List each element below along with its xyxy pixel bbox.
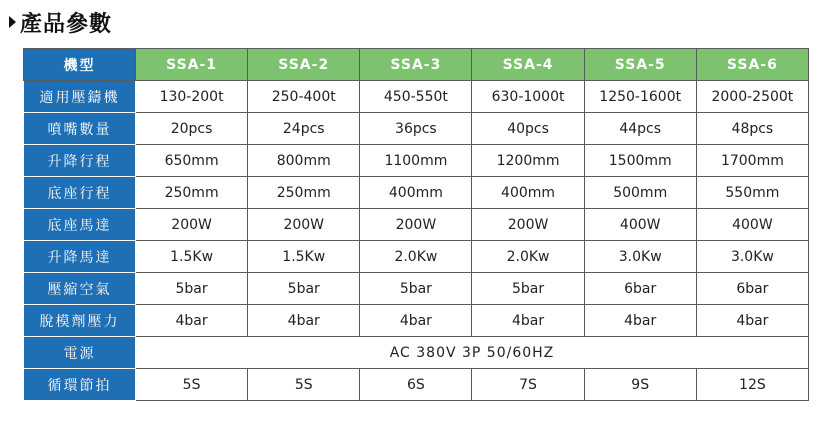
model-header-row <box>24 49 809 81</box>
row-label: 底座馬達 <box>24 209 136 241</box>
page-title-text: 產品參數 <box>20 11 113 37</box>
triangle-bullet-icon <box>9 16 16 28</box>
spec-value: 650mm <box>136 145 248 177</box>
power-row <box>24 337 809 369</box>
spec-value: 1.5Kw <box>136 241 248 273</box>
spec-value: 9S <box>584 369 696 401</box>
spec-value: 400mm <box>472 177 584 209</box>
spec-row <box>24 177 809 209</box>
spec-value: 5S <box>248 369 360 401</box>
spec-value: 200W <box>136 209 248 241</box>
spec-value: 7S <box>472 369 584 401</box>
model-header: SSA-3 <box>360 49 472 81</box>
spec-value: 3.0Kw <box>584 241 696 273</box>
spec-value: 3.0Kw <box>696 241 808 273</box>
spec-value: 4bar <box>360 305 472 337</box>
spec-value: 5bar <box>136 273 248 305</box>
model-header: SSA-5 <box>584 49 696 81</box>
spec-row <box>24 209 809 241</box>
spec-value: 800mm <box>248 145 360 177</box>
spec-value: 5bar <box>248 273 360 305</box>
row-label: 升降馬達 <box>24 241 136 273</box>
spec-value: 400W <box>584 209 696 241</box>
spec-value: 12S <box>696 369 808 401</box>
spec-value: 4bar <box>136 305 248 337</box>
spec-value: 250-400t <box>248 81 360 113</box>
spec-value: 400W <box>696 209 808 241</box>
row-label: 底座行程 <box>24 177 136 209</box>
spec-row <box>24 81 809 113</box>
spec-value: 20pcs <box>136 113 248 145</box>
spec-value: 6bar <box>584 273 696 305</box>
spec-value: 1200mm <box>472 145 584 177</box>
spec-value: 4bar <box>696 305 808 337</box>
spec-value: 500mm <box>584 177 696 209</box>
spec-value: 450-550t <box>360 81 472 113</box>
spec-value: 5bar <box>360 273 472 305</box>
page-title <box>9 6 112 38</box>
spec-value: 630-1000t <box>472 81 584 113</box>
model-header: SSA-2 <box>248 49 360 81</box>
spec-value: 48pcs <box>696 113 808 145</box>
row-label: 噴嘴數量 <box>24 113 136 145</box>
spec-row <box>24 145 809 177</box>
spec-value: 1700mm <box>696 145 808 177</box>
model-column-label: 機型 <box>24 49 136 81</box>
spec-value: 130-200t <box>136 81 248 113</box>
model-header: SSA-4 <box>472 49 584 81</box>
spec-value: 1500mm <box>584 145 696 177</box>
spec-value: 6S <box>360 369 472 401</box>
row-label: 升降行程 <box>24 145 136 177</box>
spec-value: 5bar <box>472 273 584 305</box>
row-label: 循環節拍 <box>24 369 136 401</box>
spec-row <box>24 305 809 337</box>
spec-row <box>24 113 809 145</box>
spec-value: 5S <box>136 369 248 401</box>
spec-value: 200W <box>248 209 360 241</box>
spec-value: 200W <box>472 209 584 241</box>
spec-row <box>24 241 809 273</box>
power-value: AC 380V 3P 50/60HZ <box>136 337 809 369</box>
spec-value: 550mm <box>696 177 808 209</box>
spec-value: 40pcs <box>472 113 584 145</box>
row-label: 脫模劑壓力 <box>24 305 136 337</box>
spec-value: 250mm <box>136 177 248 209</box>
row-label: 電源 <box>24 337 136 369</box>
spec-value: 4bar <box>472 305 584 337</box>
spec-value: 6bar <box>696 273 808 305</box>
row-label: 壓縮空氣 <box>24 273 136 305</box>
spec-row <box>24 273 809 305</box>
spec-value: 44pcs <box>584 113 696 145</box>
spec-value: 4bar <box>584 305 696 337</box>
cycle-row <box>24 369 809 401</box>
spec-value: 1250-1600t <box>584 81 696 113</box>
spec-value: 250mm <box>248 177 360 209</box>
spec-value: 200W <box>360 209 472 241</box>
spec-value: 400mm <box>360 177 472 209</box>
spec-table <box>23 48 809 401</box>
spec-value: 2.0Kw <box>472 241 584 273</box>
spec-value: 36pcs <box>360 113 472 145</box>
model-header: SSA-6 <box>696 49 808 81</box>
model-header: SSA-1 <box>136 49 248 81</box>
row-label: 適用壓鑄機 <box>24 81 136 113</box>
spec-value: 1100mm <box>360 145 472 177</box>
spec-value: 2000-2500t <box>696 81 808 113</box>
spec-value: 2.0Kw <box>360 241 472 273</box>
spec-value: 24pcs <box>248 113 360 145</box>
spec-value: 1.5Kw <box>248 241 360 273</box>
spec-value: 4bar <box>248 305 360 337</box>
